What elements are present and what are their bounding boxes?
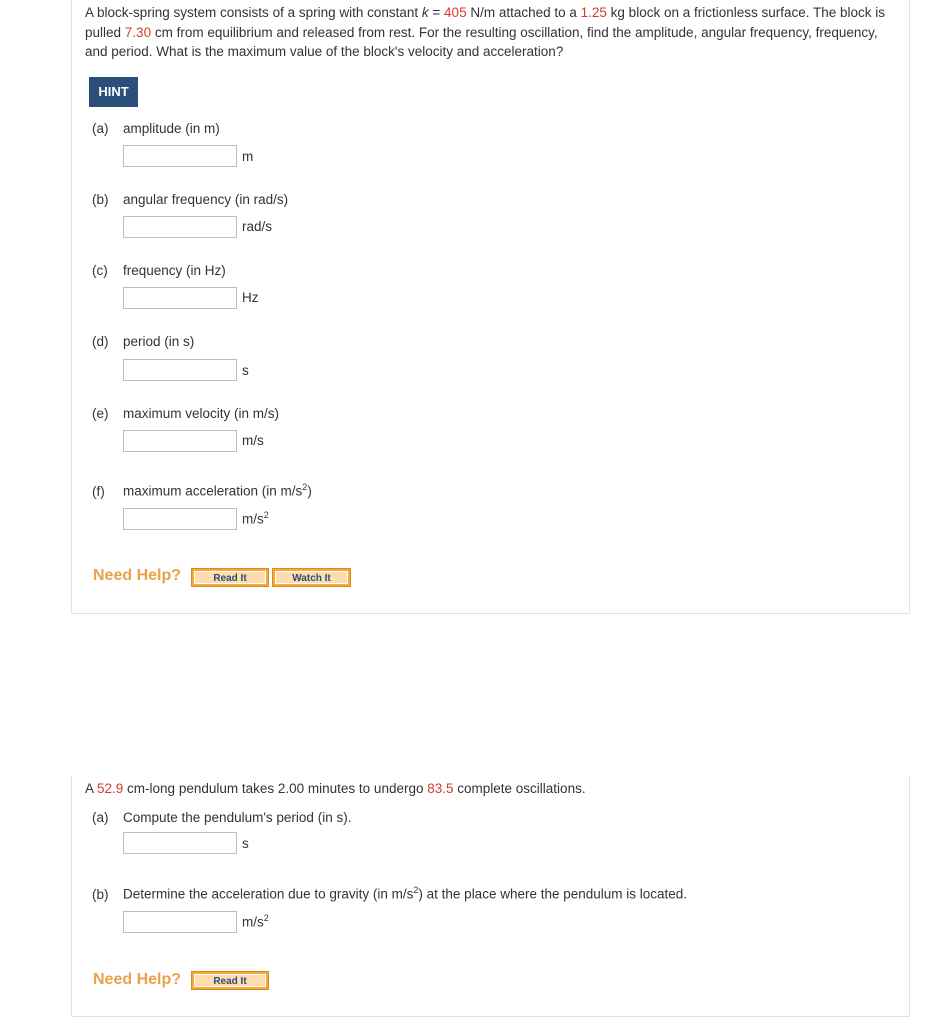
problem-1-text: A block-spring system consists of a spring with constant k = 405 N/m attached to a 1.25 kg block on a frictionless surface. The block is pulled 7.30 cm from equilibrium and released from rest. For the resulting oscillation, find the amplitude, angular frequency, frequency, and period. What is the maximum value of the block's velocity and acceleration? <box>85 5 886 59</box>
mass-value: 1.25 <box>580 5 607 20</box>
read-it-label: Read It <box>194 571 266 584</box>
amplitude-input[interactable] <box>123 145 237 167</box>
pendulum-length-value: 52.9 <box>97 781 124 796</box>
read-it-button[interactable] <box>191 568 269 587</box>
frequency-unit: Hz <box>242 290 259 305</box>
max-acceleration-input[interactable] <box>123 508 237 530</box>
spring-constant-value: 405 <box>444 5 467 20</box>
part-e-label: (e) maximum velocity (in m/s) <box>92 406 280 421</box>
p2-part-a-label: (a) Compute the pendulum's period (in s). <box>92 810 352 825</box>
problem-card-1 <box>71 0 910 614</box>
gravity-input[interactable] <box>123 911 237 933</box>
problem-2-text: A 52.9 cm-long pendulum takes 2.00 minutes to undergo 83.5 complete oscillations. <box>85 781 586 796</box>
need-help-label-2: Need Help? <box>93 971 182 988</box>
max-velocity-input[interactable] <box>123 430 237 452</box>
max-acceleration-unit: $m/s^2$ <box>242 510 269 527</box>
angular-frequency-input[interactable] <box>123 216 237 238</box>
frequency-input[interactable] <box>123 287 237 309</box>
read-it-button-2[interactable] <box>191 971 269 990</box>
watch-it-label: Watch It <box>275 571 348 584</box>
amplitude-unit: m <box>242 149 254 164</box>
pendulum-period-input[interactable] <box>123 832 237 854</box>
angular-frequency-unit: rad/s <box>242 219 273 234</box>
problem-card-2 <box>71 775 910 1017</box>
part-c-label: (c) frequency (in Hz) <box>92 263 226 278</box>
read-it-label-2: Read It <box>194 974 266 987</box>
period-input[interactable] <box>123 359 237 381</box>
part-b-label: (b) angular frequency (in rad/s) <box>92 192 289 207</box>
oscillations-value: 83.5 <box>427 781 454 796</box>
need-help-label: Need Help? <box>93 567 182 584</box>
displacement-value: 7.30 <box>124 24 152 40</box>
pendulum-period-unit: s <box>242 836 249 851</box>
watch-it-button[interactable] <box>272 568 351 587</box>
gravity-unit: $m/s^2$ <box>242 913 269 930</box>
p2-part-b-label: (b) Determine the acceleration due to gravity (in $m/s^2$) at the place where the pendulum is located. <box>92 885 688 902</box>
max-velocity-unit: m/s <box>242 433 264 448</box>
hint-button[interactable]: HINT <box>89 77 138 107</box>
part-d-label: (d) period (in s) <box>92 334 195 349</box>
period-unit: s <box>242 363 249 378</box>
part-f-label: (f) maximum acceleration (in $m/s^2$) <box>92 482 312 499</box>
part-a-label: (a) amplitude (in m) <box>92 121 220 136</box>
